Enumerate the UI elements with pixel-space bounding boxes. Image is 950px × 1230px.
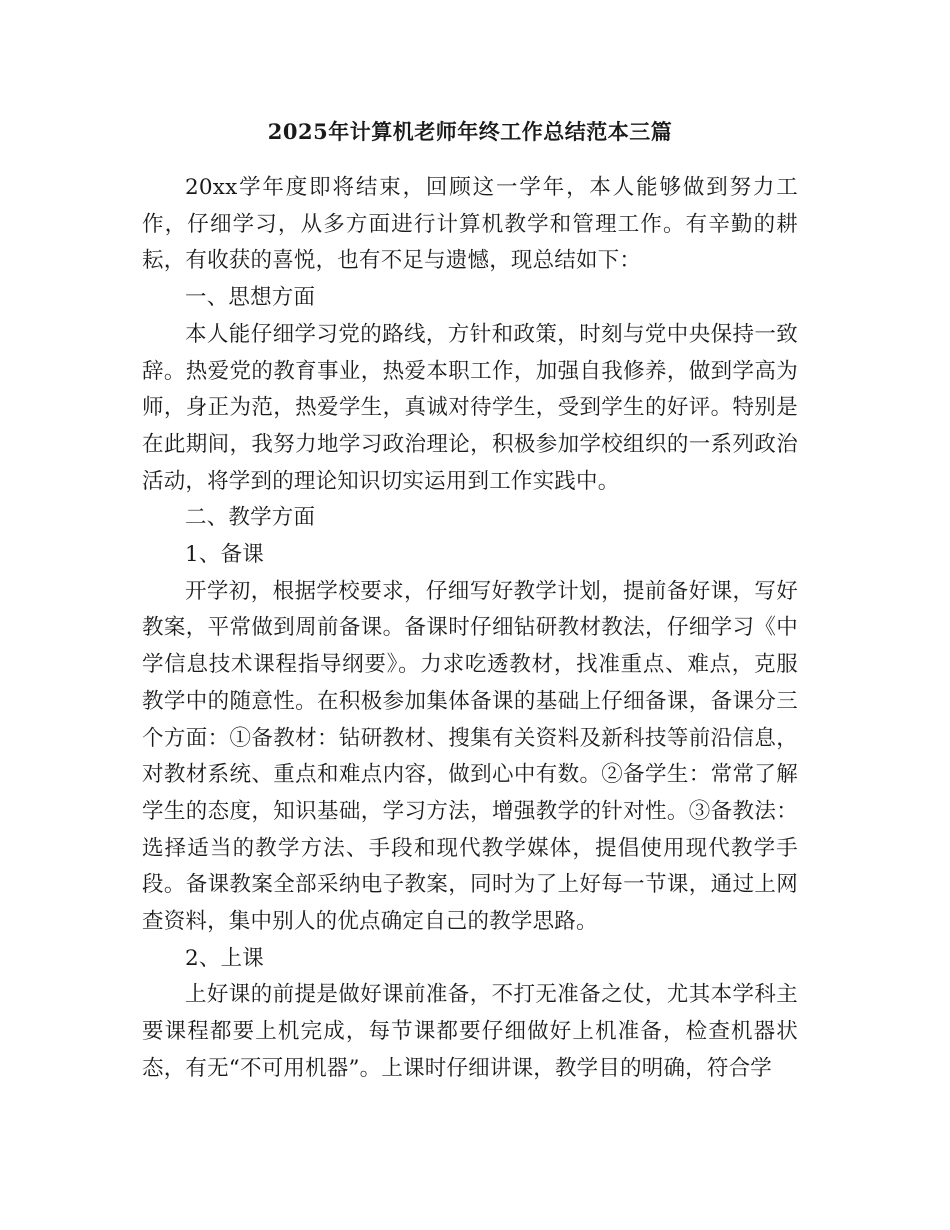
subsection-heading-class: 2、上课 xyxy=(185,945,264,971)
subsection-body-lesson-prep: 开学初，根据学校要求，仔细写好教学计划，提前备好课，写好教案，平常做到周前备课。备课时仔细钻研教材教法，仔细学习《中学信息技术课程指导纲要》。力求吃透教材，找准重点、难点，克服教学中的随意性。在积极参加集体备课的基础上仔细备课，备课分三个方面：①备教材：钻研教材、搜集有关资料及新科技等前沿信息，对教材系统、重点和难点内容，做到心中有数。②备学生：常常了解学生的态度，知识基础，学习方法，增强教学的针对性。③备教法：选择适当的教学方法、手段和现代教学媒体，提倡使用现代教学手段。备课教案全部采纳电子教案，同时为了上好每一节课，通过上网查资料，集中别人的优点确定自己的教学思路。 xyxy=(142,578,798,935)
intro-paragraph: 20xx学年度即将结束，回顾这一学年，本人能够做到努力工作，仔细学习，从多方面进行计算机教学和管理工作。有辛勤的耕耘，有收获的喜悦，也有不足与遗憾，现总结如下： xyxy=(142,175,798,274)
document-title: 2025年计算机老师年终工作总结范本三篇 xyxy=(267,119,673,144)
document-page xyxy=(142,112,798,1088)
subsection-body-class: 上好课的前提是做好课前准备，不打无准备之仗，尤其本学科主要课程都要上机完成，每节课都要仔细做好上机准备，检查机器状态，有无“不可用机器”。上课时仔细讲课，教学目的明确，符合学 xyxy=(142,982,798,1081)
section-heading-teaching: 二、教学方面 xyxy=(185,505,316,531)
subsection-heading-lesson-prep: 1、备课 xyxy=(185,542,264,568)
section-heading-thought: 一、思想方面 xyxy=(185,285,316,311)
section-body-thought: 本人能仔细学习党的路线，方针和政策，时刻与党中央保持一致辞。热爱党的教育事业，热爱本职工作，加强自我修养，做到学高为师，身正为范，热爱学生，真诚对待学生，受到学生的好评。特别是在此期间，我努力地学习政治理论，积极参加学校组织的一系列政治活动，将学到的理论知识切实运用到工作实践中。 xyxy=(142,321,798,494)
